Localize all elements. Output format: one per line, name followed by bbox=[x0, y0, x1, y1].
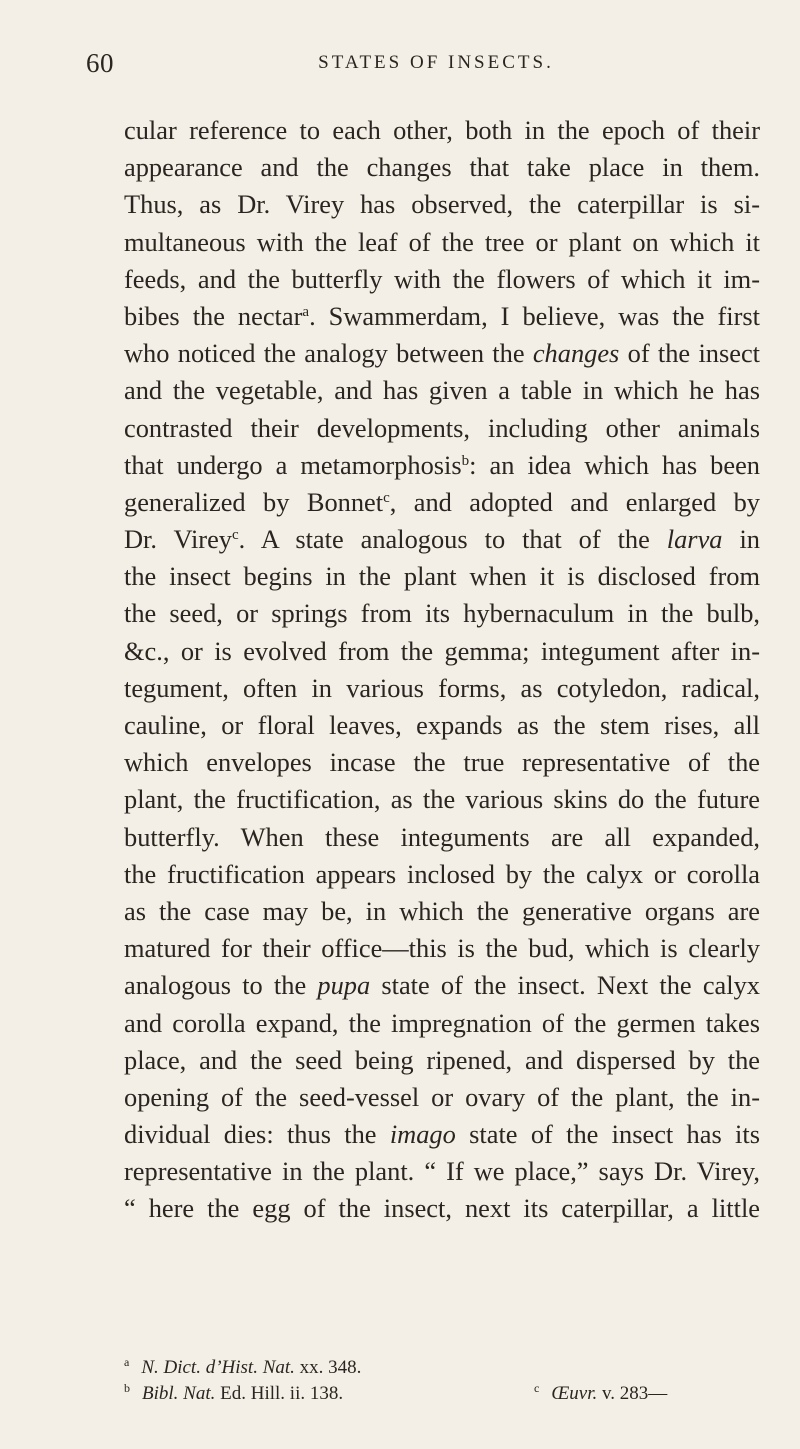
footnote-mark: b bbox=[124, 1381, 130, 1395]
text-line: and corolla expand, the impregnation of the germen takes bbox=[124, 1007, 760, 1038]
footnote-ref: b bbox=[461, 452, 470, 469]
footnote-a bbox=[124, 1355, 760, 1381]
text-line: cauline, or floral leaves, expands as the stem rises, all bbox=[124, 710, 760, 740]
text-line: which envelopes incase the true representative of the bbox=[124, 747, 760, 778]
footnote-citation: N. Dict. d’Hist. Nat. bbox=[141, 1357, 295, 1378]
footnote-detail: xx. 348. bbox=[294, 1357, 362, 1378]
footnote-detail: v. 283— bbox=[597, 1383, 668, 1404]
text-line: the insect begins in the plant when it is disclosed from bbox=[124, 561, 760, 592]
footnote-detail: Ed. Hill. ii. 138. bbox=[215, 1383, 344, 1404]
running-title: STATES OF INSECTS. bbox=[318, 52, 554, 73]
footnotes bbox=[124, 1355, 760, 1407]
text-line: that undergo a metamorphosis$^b$: an idea which has been bbox=[124, 449, 760, 480]
footnote-ref: a bbox=[302, 303, 310, 320]
page-number: 60 bbox=[86, 48, 114, 78]
text-line: &c., or is evolved from the gemma; integument after in- bbox=[124, 635, 760, 666]
text-line: multaneous with the leaf of the tree or plant on which it bbox=[124, 226, 760, 257]
text-line: the fructification appears inclosed by the calyx or corolla bbox=[124, 858, 760, 889]
text-line: plant, the fructification, as the various skins do the future bbox=[124, 784, 760, 815]
text-line: Thus, as Dr. Virey has observed, the caterpillar is si- bbox=[124, 189, 760, 220]
footnote-c bbox=[534, 1381, 667, 1407]
text-line: Dr. Virey$^c$. A state analogous to that of the larva in bbox=[124, 524, 760, 555]
footnote-citation: Bibl. Nat. bbox=[142, 1383, 216, 1404]
text-line: “ here the egg of the insect, next its caterpillar, a little bbox=[124, 1193, 760, 1224]
text-line: generalized by Bonnet$^c$, and adopted and enlarged by bbox=[124, 486, 760, 517]
text-line: opening of the seed-vessel or ovary of the plant, the in- bbox=[124, 1081, 760, 1112]
text-line: appearance and the changes that take place in them. bbox=[124, 152, 760, 183]
footnote-mark: c bbox=[534, 1381, 540, 1395]
text-line: analogous to the pupa state of the insect. Next the calyx bbox=[124, 970, 760, 1001]
footnote-ref: c bbox=[231, 527, 239, 544]
text-line: contrasted their developments, including other animals bbox=[124, 412, 760, 443]
text-line: who noticed the analogy between the changes of the insect bbox=[124, 338, 760, 369]
text-line: feeds, and the butterfly with the flowers of which it im- bbox=[124, 263, 760, 294]
footnote-citation: Œuvr. bbox=[551, 1383, 598, 1404]
text-line: place, and the seed being ripened, and dispersed by the bbox=[124, 1044, 760, 1075]
text-line: cular reference to each other, both in the epoch of their bbox=[124, 115, 760, 145]
text-line: and the vegetable, and has given a table in which he has bbox=[124, 375, 760, 406]
text-line: butterfly. When these integuments are all expanded, bbox=[124, 821, 760, 852]
text-line: as the case may be, in which the generative organs are bbox=[124, 895, 760, 926]
footnote-mark: a bbox=[124, 1355, 130, 1369]
footnote-ref: c bbox=[383, 489, 390, 506]
text-line: representative in the plant. “ If we place,” says Dr. Virey, bbox=[124, 1156, 760, 1187]
body-text bbox=[124, 112, 760, 1228]
footnote-b-c bbox=[124, 1381, 760, 1407]
text-line: dividual dies: thus the imago state of the insect has its bbox=[124, 1119, 760, 1150]
text-line: the seed, or springs from its hybernaculum in the bulb, bbox=[124, 598, 760, 629]
text-line: tegument, often in various forms, as cotyledon, radical, bbox=[124, 672, 760, 703]
text-line: bibes the nectar$^a$. Swammerdam, I believe, was the first bbox=[124, 300, 760, 331]
text-line: matured for their office—this is the bud, which is clearly bbox=[124, 933, 760, 964]
running-head bbox=[86, 48, 746, 88]
